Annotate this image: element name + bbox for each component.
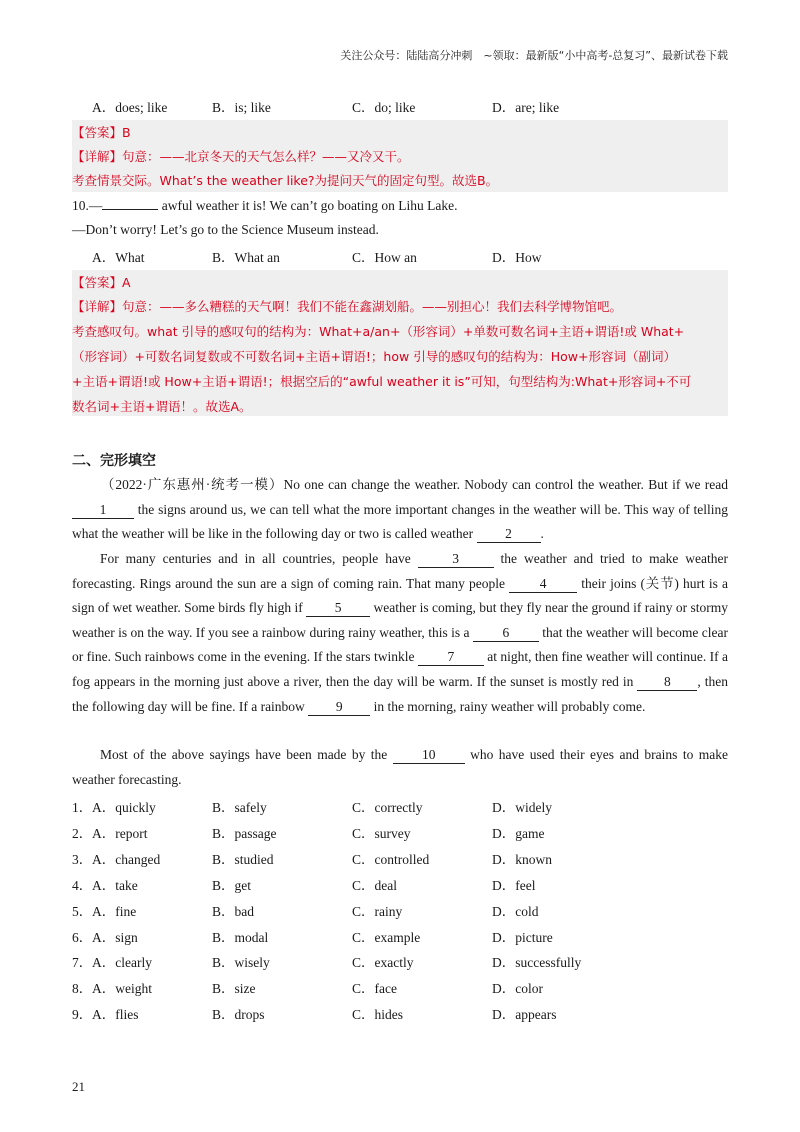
choice-option-d: D．cold xyxy=(492,903,539,919)
passage-blank-1: 1 xyxy=(72,502,134,519)
page-number: 21 xyxy=(72,1079,85,1094)
q9-option-a: A．does; like xyxy=(92,100,168,115)
passage-blank-10: 10 xyxy=(393,747,465,764)
passage-blank-5: 5 xyxy=(306,600,370,617)
choice-option-c: C．example xyxy=(352,929,421,945)
choice-option-c: C．hides xyxy=(352,1007,404,1023)
choice-option-c: C．deal xyxy=(352,877,397,893)
choice-option-c: C．exactly xyxy=(352,955,414,971)
page-header: 关注公众号：陆陆高分冲刺 ~领取：最新版“小中高考-总复习”、最新试卷下载 xyxy=(340,49,728,62)
choice-option-a: A．quickly xyxy=(92,800,156,815)
passage-blank-7: 7 xyxy=(418,649,484,666)
choice-row xyxy=(72,926,728,946)
q10-options xyxy=(92,246,732,266)
choice-row xyxy=(72,796,728,816)
choice-option-b: B．passage xyxy=(212,825,277,841)
choice-number: 6． xyxy=(72,929,93,945)
choice-option-a: A．fine xyxy=(92,903,137,919)
choice-number: 4． xyxy=(72,877,93,893)
choice-row xyxy=(72,848,728,868)
choice-option-b: B．modal xyxy=(212,929,269,945)
choice-option-c: C．face xyxy=(352,981,397,997)
choice-option-d: D．picture xyxy=(492,929,553,945)
choice-option-a: A．report xyxy=(92,825,148,841)
choice-option-d: D．widely xyxy=(492,800,552,815)
choice-number: 8． xyxy=(72,981,93,997)
choice-option-a: A．weight xyxy=(92,981,152,997)
passage-paragraph-1: （2022·广东惠州·统考一模）No one can change the weather. Nobody can control the weather. But if we read 1 the signs around us, we can tell what the more important changes in the weather will be. This way of telling what the weather will be like in the following day or two is called weather 2 . xyxy=(72,477,728,542)
passage-blank-9: 9 xyxy=(308,699,370,716)
q9-options xyxy=(92,96,732,116)
q10-blank xyxy=(102,209,158,210)
q10-detail-line: （形容词）+可数名词复数或不可数名词+主语+谓语!；how 引导的感叹句的结构为：How+形容词（副词） xyxy=(72,349,676,364)
choice-number: 7． xyxy=(72,955,93,971)
q9-option-d: D．are; like xyxy=(492,100,560,115)
q9-answer-box xyxy=(72,120,728,192)
q9-detail-line: 考查情景交际。What’s the weather like?为提问天气的固定句型。故选B。 xyxy=(72,173,499,188)
choice-row xyxy=(72,951,728,971)
q10-answer-box xyxy=(72,270,728,416)
section-title: 二、完形填空 xyxy=(72,453,156,469)
passage-blank-6: 6 xyxy=(473,625,539,642)
choice-row xyxy=(72,900,728,920)
choice-option-c: C．correctly xyxy=(352,800,423,815)
passage-blank-8: 8 xyxy=(637,674,697,691)
choice-number: 5． xyxy=(72,903,93,919)
q10-detail-line: 数名词+主语+谓语！。故选A。 xyxy=(72,399,252,414)
choice-row xyxy=(72,822,728,842)
q9-detail-line: 【详解】句意：——北京冬天的天气怎么样？——又冷又干。 xyxy=(72,149,410,164)
q10-option-a: A．What xyxy=(92,250,145,265)
q9-option-b: B．is; like xyxy=(212,100,271,115)
q9-option-c: C．do; like xyxy=(352,100,416,115)
q10-option-d: D．How xyxy=(492,250,542,265)
choice-number: 1． xyxy=(72,800,93,815)
choice-option-c: C．survey xyxy=(352,825,411,841)
choice-option-a: A．sign xyxy=(92,929,138,945)
choice-number: 3． xyxy=(72,851,93,867)
q10-option-c: C．How an xyxy=(352,250,417,265)
choice-number: 2． xyxy=(72,825,93,841)
passage-paragraph-3: Most of the above sayings have been made by the 10 who have used their eyes and brains to make weather forecasting. xyxy=(72,747,728,787)
choice-row xyxy=(72,977,728,997)
q10-stem-line2: —Don’t worry! Let’s go to the Science Museum instead. xyxy=(72,222,379,237)
choice-option-b: B．safely xyxy=(212,800,267,815)
q10-detail-line: 【详解】句意：——多么糟糕的天气啊！我们不能在鑫湖划船。——别担心！我们去科学博物馆吧。 xyxy=(72,299,623,314)
q10-option-b: B．What an xyxy=(212,250,280,265)
q10-detail-line: 考查感叹句。what 引导的感叹句的结构为：What+a/an+（形容词）+单数可数名词+主语+谓语!或 What+ xyxy=(72,324,685,339)
choice-option-d: D．color xyxy=(492,981,543,997)
choice-option-d: D．feel xyxy=(492,877,536,893)
choice-option-b: B．studied xyxy=(212,851,274,867)
choice-option-a: A．clearly xyxy=(92,955,152,971)
passage-blank-3: 3 xyxy=(418,551,494,568)
choice-row xyxy=(72,874,728,894)
choice-option-b: B．size xyxy=(212,981,256,997)
choice-option-b: B．wisely xyxy=(212,955,270,971)
choice-option-b: B．drops xyxy=(212,1007,265,1023)
choice-option-d: D．successfully xyxy=(492,955,582,971)
q10-stem: 10.— awful weather it is! We can’t go boating on Lihu Lake. xyxy=(72,198,458,213)
passage-paragraph-2: For many centuries and in all countries, people have 3 the weather and tried to make weather forecasting. Rings around the sun are a sign of coming rain. That many people 4 their joins (关节) hurt is a sign of wet weather. Some birds fly high if 5 weather is coming, but they fly near the ground if rainy or stormy weather is on the way. If you see a rainbow during rainy weather, this is a 6 that the weather will become clear or fine. Such rainbows come in the evening. If the stars twinkle 7 at night, then fine weather will continue. If a fog appears in the morning just above a river, then the day will be warm. If the sunset is mostly red in 8 , then the following day will be fine. If a rainbow 9 in the morning, rainy weather will probably come. xyxy=(72,551,729,714)
choice-option-a: A．changed xyxy=(92,851,161,867)
passage-blank-4: 4 xyxy=(509,576,577,593)
q9-answer: 【答案】B xyxy=(72,125,131,140)
choice-option-d: D．appears xyxy=(492,1007,557,1023)
choice-option-d: D．game xyxy=(492,825,545,841)
choice-option-d: D．known xyxy=(492,851,552,867)
choice-option-a: A．flies xyxy=(92,1007,139,1023)
choice-row xyxy=(72,1003,728,1023)
q10-detail-line: +主语+谓语!或 How+主语+谓语!；根据空后的“awful weather it is”可知，句型结构为:What+形容词+不可 xyxy=(72,374,692,389)
q10-answer: 【答案】A xyxy=(72,275,131,290)
choice-option-b: B．bad xyxy=(212,903,254,919)
choice-option-c: C．rainy xyxy=(352,903,403,919)
choice-option-b: B．get xyxy=(212,877,251,893)
choice-option-a: A．take xyxy=(92,877,138,893)
passage-blank-2: 2 xyxy=(477,526,541,543)
choice-number: 9． xyxy=(72,1007,93,1023)
choice-option-c: C．controlled xyxy=(352,851,430,867)
